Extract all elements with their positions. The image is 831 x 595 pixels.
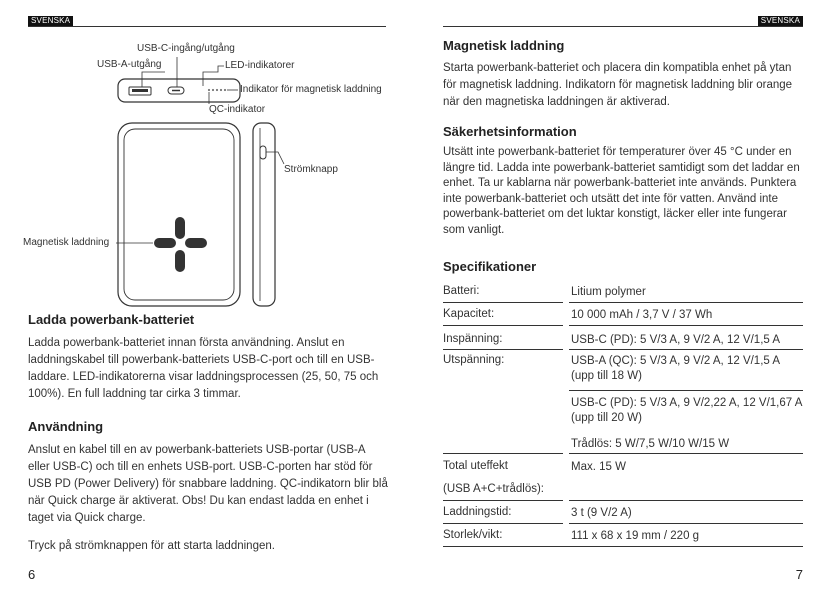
spec-heading: Specifikationer: [443, 259, 537, 274]
spec-bottom-rule: [443, 546, 803, 547]
spec-divider: [569, 390, 803, 391]
spec-divider: [569, 500, 803, 501]
spec-key: (USB A+C+trådlös):: [443, 483, 544, 495]
spec-row: [443, 393, 803, 431]
language-tag-left: SVENSKA: [28, 16, 73, 26]
spec-divider: [443, 523, 563, 524]
label-magnetic-charging: Magnetisk laddning: [23, 237, 110, 248]
spec-value: 111 x 68 x 19 mm / 220 g: [571, 530, 700, 542]
spec-row: [443, 282, 803, 302]
spec-row: [443, 457, 803, 477]
usage-text: Anslut en kabel till en av powerbank-batteriets USB-portar (USB-A eller USB-C) och till en enhets USB-port. USB-C-porten har stöd för USB PD (Power Delivery) för snabbare laddning. QC-indikatorn blir blå när Quick charge är aktiverat. Obs! Du kan endast ladda en enhet i taget via Quick charge.: [28, 444, 388, 524]
spec-row: [443, 351, 803, 389]
spec-key: Storlek/vikt:: [443, 529, 503, 541]
label-led-indicators: LED-indikatorer: [225, 60, 295, 71]
magnetic-text: Starta powerbank-batteriet och placera din kompatibla enhet på ytan för magnetisk laddning. Indikatorn för magnetisk laddning blir orange när den magnetiska laddningen är aktiverad.: [443, 62, 793, 108]
usage-text-2: Tryck på strömknappen för att starta laddningen.: [28, 540, 275, 552]
powerbank-side-view: [253, 123, 275, 306]
powerbank-front-outline: [118, 123, 240, 306]
safety-text: Utsätt inte powerbank-batteriet för temperaturer över 45 °C under en längre tid. Ladda inte powerbank-batteriet samtidigt som det laddar en enhet. Ta ur kablarna när powerbank-batteriet inte används. Punktera inte powerbank-batteriet och utsätt det inte för vatten. Använd inte powerbank-batteriet om det luktar konstigt, läcker eller inte fungerar som vanligt.: [443, 146, 800, 236]
spec-row: [443, 434, 803, 454]
usb-c-port-icon: [168, 87, 184, 94]
magnetic-charging-cross-icon: [154, 217, 207, 272]
label-qc-indicator: QC-indikator: [209, 104, 266, 115]
spec-value: USB-C (PD): 5 V/3 A, 9 V/2,22 A, 12 V/1,67 A (upp till 20 W): [571, 397, 802, 424]
spec-value: USB-C (PD): 5 V/3 A, 9 V/2 A, 12 V/1,5 A: [571, 334, 781, 346]
led-indicator-dots-icon: [208, 89, 226, 91]
label-magnetic-indicator: Indikator för magnetisk laddning: [240, 84, 382, 95]
spec-row: [443, 330, 803, 350]
spec-divider: [569, 349, 803, 350]
spec-divider: [569, 325, 803, 326]
spec-row: [443, 526, 803, 546]
usb-a-port-icon: [129, 87, 151, 95]
label-power-button: Strömknapp: [284, 164, 338, 175]
magnetic-heading: Magnetisk laddning: [443, 38, 565, 53]
powerbank-top-edge: [118, 79, 240, 102]
spec-key: Utspänning:: [443, 354, 505, 366]
charge-heading: Ladda powerbank-batteriet: [28, 312, 195, 327]
spec-value: Trådlös: 5 W/7,5 W/10 W/15 W: [571, 438, 730, 450]
page-number-left: 6: [28, 567, 36, 582]
spec-row: [443, 305, 803, 325]
header-rule-left: [28, 26, 386, 27]
language-tag-right: SVENSKA: [758, 16, 803, 26]
spec-value: USB-A (QC): 5 V/3 A, 9 V/2 A, 12 V/1,5 A (upp till 18 W): [571, 355, 780, 382]
spec-divider: [443, 349, 563, 350]
spec-key: Total uteffekt: [443, 460, 508, 472]
spec-divider: [443, 325, 563, 326]
spec-divider: [569, 523, 803, 524]
spec-divider: [569, 453, 803, 454]
charge-text: Ladda powerbank-batteriet innan första användning. Anslut en laddningskabel till powerbank-batteriets USB-C-port och till en USB-laddare. LED-indikatorerna visar laddningsprocessen (25, 50, 75 och 100%). En full laddning tar cirka 3 timmar.: [28, 337, 379, 400]
spec-key: Inspänning:: [443, 333, 503, 345]
power-button-icon: [260, 146, 266, 159]
spec-key: Kapacitet:: [443, 308, 495, 320]
safety-heading: Säkerhetsinformation: [443, 124, 577, 139]
spec-value: 10 000 mAh / 3,7 V / 37 Wh: [571, 309, 713, 321]
page-number-right: 7: [795, 567, 803, 582]
spec-value: Max. 15 W: [571, 461, 626, 473]
spec-row: [443, 503, 803, 523]
spec-key: Laddningstid:: [443, 506, 512, 518]
spec-divider: [443, 302, 563, 303]
usage-heading: Användning: [28, 419, 104, 434]
spec-divider: [443, 453, 563, 454]
spec-divider: [443, 500, 563, 501]
label-usb-a-out: USB-A-utgång: [97, 59, 162, 70]
label-usb-c-port: USB-C-ingång/utgång: [137, 43, 235, 54]
spec-row: [443, 480, 803, 500]
spec-value: 3 t (9 V/2 A): [571, 507, 632, 519]
spec-value: Litium polymer: [571, 286, 646, 298]
spec-key: Batteri:: [443, 285, 480, 297]
spec-divider: [569, 302, 803, 303]
header-rule-right: [443, 26, 803, 27]
